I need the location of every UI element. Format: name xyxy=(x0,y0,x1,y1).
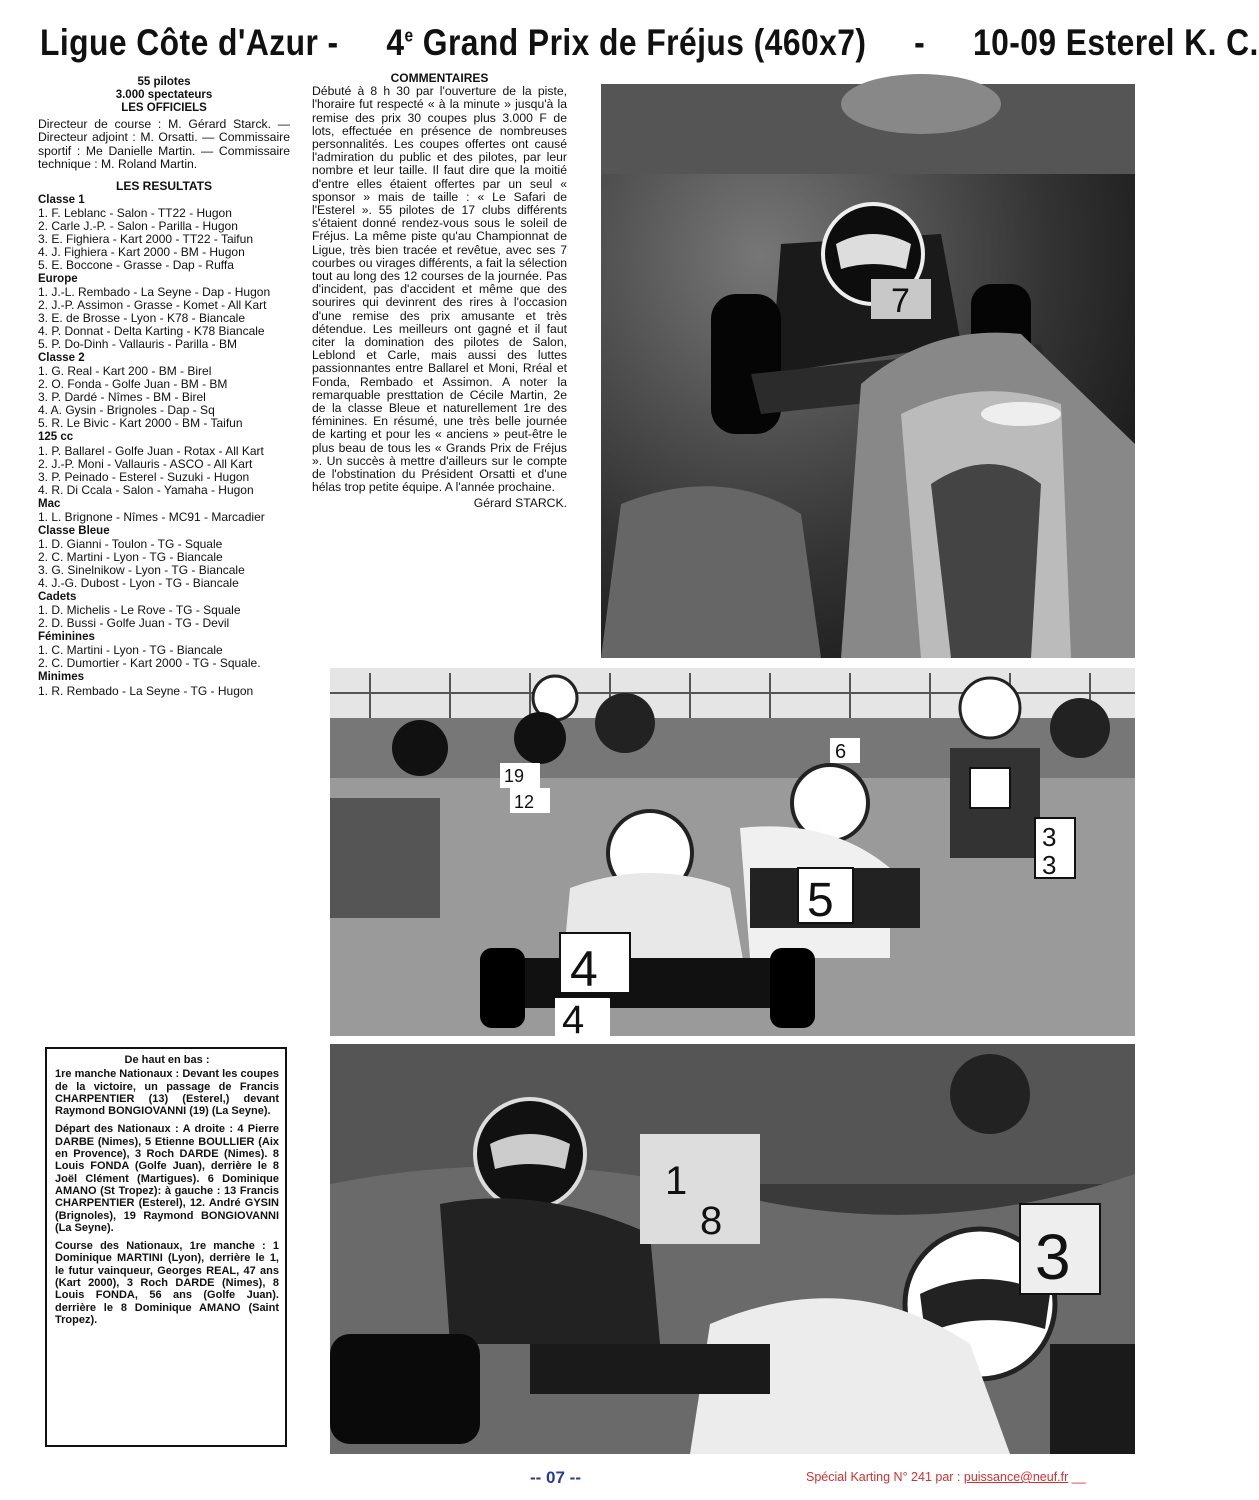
result-row: 3. G. Sinelnikow - Lyon - TG - Biancale xyxy=(38,563,245,578)
photo-race-start xyxy=(330,668,1135,1042)
kart-number: 8 xyxy=(700,1199,723,1243)
caption-paragraph: Départ des Nationaux : A droite : 4 Pierre DARBE (Nimes), 5 Etienne BOULLIER (Aix en Provence), 3 Roch DARDE (Nimes). 8 Louis FONDA (Golfe Juan), derrière le 8 Joël Clément (Martigues). 6 Dominique AMANO (St Tropez): à gauche : 13 Francis CHARPENTIER (Esterel), 12. André GYSIN (Brignoles), 19 Raymond BONGIOVANNI (La Seyne). xyxy=(55,1123,279,1234)
officials-text: Directeur de course : M. Gérard Starck. — Directeur adjoint : M. Orsatti. — Commissaire sportif : Me Danielle Martin. — Commissaire technique : M. Roland Martin. xyxy=(38,116,290,172)
kart-number: 12 xyxy=(514,792,535,812)
kart-number: 1 xyxy=(665,1159,688,1203)
result-row: 3. P. Dardé - Nîmes - BM - Birel xyxy=(38,390,206,405)
commentary-signature: Gérard STARCK. xyxy=(473,495,567,510)
result-class-heading: Cadets xyxy=(38,591,77,604)
result-row: 5. R. Le Bivic - Kart 2000 - BM - Taifun xyxy=(38,416,243,431)
photo-kart-trophies xyxy=(601,84,1135,658)
result-row: 4. A. Gysin - Brignoles - Dap - Sq xyxy=(38,403,215,418)
result-list xyxy=(38,685,290,698)
kart-number: 3 xyxy=(1035,1221,1071,1293)
result-row: 2. D. Bussi - Golfe Juan - TG - Devil xyxy=(38,616,230,631)
result-row: 2. C. Dumortier - Kart 2000 - TG - Squale. xyxy=(38,656,261,671)
credit-suffix: __ xyxy=(1071,1470,1086,1484)
footer-credit xyxy=(806,1470,1086,1484)
result-row: 5. P. Do-Dinh - Vallauris - Parilla - BM xyxy=(38,337,237,352)
result-class-heading: Mac xyxy=(38,497,61,510)
page-number: -- 07 -- xyxy=(530,1468,581,1487)
result-list xyxy=(38,207,290,272)
result-row: 2. C. Martini - Lyon - TG - Biancale xyxy=(38,550,223,565)
photo-caption-box xyxy=(45,1047,287,1447)
result-list xyxy=(38,538,290,590)
result-row: 1. P. Ballarel - Golfe Juan - Rotax - All Kart xyxy=(38,443,264,458)
results-list xyxy=(38,194,290,698)
title-date-club: 10-09 Esterel K. C. xyxy=(972,22,1259,63)
result-class-heading: Minimes xyxy=(38,671,85,684)
caption-paragraph: 1re manche Nationaux : Devant les coupes de la victoire, un passage de Francis CHARPENTIER (13) (Esterel,) devant Raymond BONGIOVANNI (19) (La Seyne). xyxy=(55,1068,279,1118)
result-row: 1. C. Martini - Lyon - TG - Biancale xyxy=(38,643,223,658)
kart-number: 3 xyxy=(1042,822,1057,852)
result-row: 4. R. Di Ccala - Salon - Yamaha - Hugon xyxy=(38,482,254,497)
result-class-heading: Classe Bleue xyxy=(38,524,110,537)
kart-number: 4 xyxy=(562,998,585,1042)
title-dash: - xyxy=(914,22,926,63)
result-class-heading: 125 cc xyxy=(38,431,74,444)
result-list xyxy=(38,365,290,430)
result-list xyxy=(38,644,290,670)
kart-number: 4 xyxy=(570,941,598,997)
result-list xyxy=(38,511,290,524)
credit-prefix: Spécial Karting N° 241 par : xyxy=(806,1470,961,1484)
result-row: 3. E. de Brosse - Lyon - K78 - Biancale xyxy=(38,311,245,326)
result-row: 2. Carle J.-P. - Salon - Parilla - Hugon xyxy=(38,219,238,234)
result-row: 1. F. Leblanc - Salon - TT22 - Hugon xyxy=(38,206,232,221)
result-list xyxy=(38,445,290,497)
result-row: 1. D. Gianni - Toulon - TG - Squale xyxy=(38,537,223,552)
result-class-heading: Classe 1 xyxy=(38,193,85,206)
page-title xyxy=(40,22,1259,70)
result-row: 1. R. Rembado - La Seyne - TG - Hugon xyxy=(38,683,254,698)
results-heading: LES RESULTATS xyxy=(116,178,212,193)
result-row: 3. E. Fighiera - Kart 2000 - TT22 - Taifun xyxy=(38,232,253,247)
result-list xyxy=(38,604,290,630)
result-row: 2. J.-P. Moni - Vallauris - ASCO - All Kart xyxy=(38,456,253,471)
result-row: 4. J.-G. Dubost - Lyon - TG - Biancale xyxy=(38,576,239,591)
kart-number: 7 xyxy=(891,282,910,320)
caption-paragraph: Course des Nationaux, 1re manche : 1 Dominique MARTINI (Lyon), derrière le 1, le futur vainqueur, Georges REAL, 47 ans (Kart 2000), 3 Roch DARDE (Nimes), 8 Louis FONDA, 56 ans (Golfe Juan). derrière le 8 Dominique AMANO (Saint Tropez). xyxy=(55,1240,279,1326)
result-row: 4. J. Fighiera - Kart 2000 - BM - Hugon xyxy=(38,245,245,260)
result-row: 2. O. Fonda - Golfe Juan - BM - BM xyxy=(38,377,228,392)
caption-title: De haut en bas : xyxy=(124,1054,210,1066)
commentary-column xyxy=(312,72,567,510)
kart-number: 6 xyxy=(835,741,847,763)
result-class-heading: Europe xyxy=(38,273,78,286)
officials-heading: LES OFFICIELS xyxy=(121,102,207,115)
result-row: 1. D. Michelis - Le Rove - TG - Squale xyxy=(38,603,241,618)
result-list xyxy=(38,286,290,351)
result-row: 2. J.-P. Assimon - Grasse - Komet - All Kart xyxy=(38,298,267,313)
commentary-heading: COMMENTAIRES xyxy=(390,71,489,85)
result-row: 3. P. Peinado - Esterel - Suzuki - Hugon xyxy=(38,469,250,484)
result-class-heading: Classe 2 xyxy=(38,352,85,365)
result-row: 1. J.-L. Rembado - La Seyne - Dap - Hugon xyxy=(38,285,271,300)
result-row: 5. E. Boccone - Grasse - Dap - Ruffa xyxy=(38,258,234,273)
kart-number: 3 xyxy=(1042,850,1057,880)
result-row: 4. P. Donnat - Delta Karting - K78 Biancale xyxy=(38,324,265,339)
results-column xyxy=(38,76,290,698)
kart-number: 19 xyxy=(504,766,525,786)
kart-number: 5 xyxy=(807,874,834,927)
result-class-heading: Féminines xyxy=(38,631,95,644)
photo-nationaux-race xyxy=(330,1044,1135,1454)
title-league: Ligue Côte d'Azur - xyxy=(40,22,339,63)
result-row: 1. L. Brignone - Nîmes - MC91 - Marcadier xyxy=(38,509,265,524)
spectators-count: 3.000 spectateurs xyxy=(115,89,213,102)
pilots-count: 55 pilotes xyxy=(137,76,191,88)
title-grand-prix: 4e Grand Prix de Fréjus (460x7) xyxy=(386,22,867,63)
result-row: 1. G. Real - Kart 200 - BM - Birel xyxy=(38,364,212,379)
commentary-body: Débuté à 8 h 30 par l'ouverture de la piste, l'horaire fut respecté « à la minute » jusqu'à la remise des prix 30 coupes plus 3.000 F de lots, effectuée en présence de nombreuses personnalités. Les coupes offertes ont causé l'admiration du public et des pilotes, par leur nombre et leur taille. Il faut dire que la moitié d'entre elles étaient offertes par un seul « sponsor » mais de taille : « Le Safari de l'Esterel ». 55 pilotes de 17 clubs différents s'étaient donné rendez-vous sous le soleil de Fréjus. La même piste qu'au Championnat de Ligue, très bien tracée et revêtue, avec ses 7 courbes ou virages différents, a fait la sélection tout au long des 12 courses de la journée. Pas d'incident, pas d'accident et même que des sourires qui devinrent des rires à l'occasion d'une remise des prix amusante et très détendue. Les meilleurs ont gagné et il faut citer la domination des pilotes de Salon, Leblond et Carle, mais aussi des luttes passionnantes entre Ballarel et Moni, Rréal et Fonda, Rembado et Assimon. A noter la remarquable presttation de Cécile Martin, 2e de la classe Bleue et naturellement 1re des féminines. En résumé, une très belle journée de karting et pour les « anciens » peut-être le plus beau de tous les « Grands Prix de Fréjus ». Un succès à mettre d'ailleurs sur le compte de l'obstination du Président Orsatti et d'une hélas trop petite équipe. A l'année prochaine. xyxy=(312,84,567,495)
credit-email-link[interactable]: puissance@neuf.fr xyxy=(963,1470,1069,1484)
